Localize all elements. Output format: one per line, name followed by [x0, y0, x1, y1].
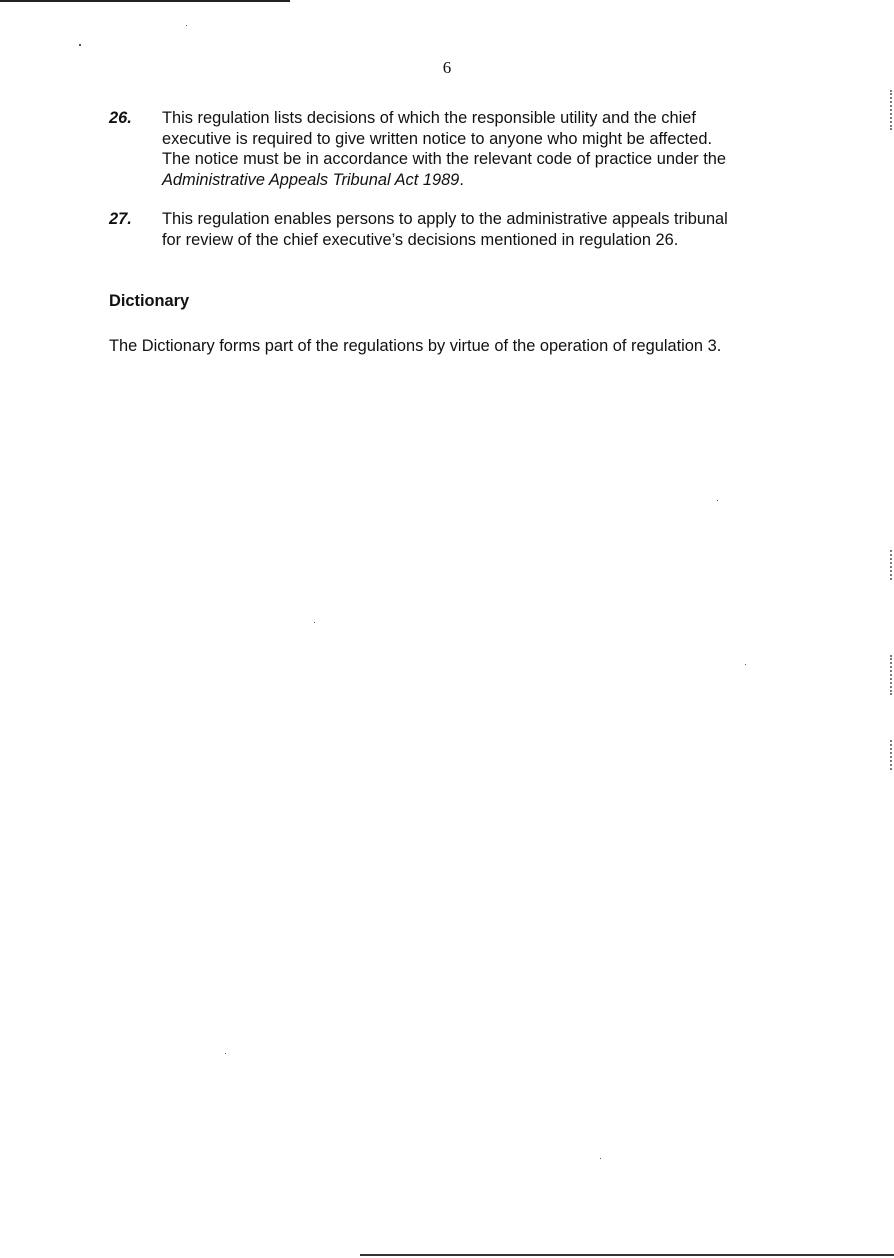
act-title-suffix: . — [459, 170, 464, 189]
dictionary-heading: Dictionary — [109, 292, 190, 310]
regulation-27 — [109, 209, 809, 250]
scan-edge-marks — [890, 550, 894, 580]
scan-edge-marks — [890, 740, 894, 770]
regulation-line: This regulation enables persons to apply to the administrative appeals tribunal — [162, 210, 728, 228]
regulation-line: executive is required to give written notice to anyone who might be affected. — [162, 129, 713, 148]
page-number: 6 — [442, 58, 452, 77]
scan-speck — [225, 1053, 226, 1054]
scan-edge-marks — [890, 655, 894, 695]
regulation-number: 26. — [109, 109, 132, 127]
scan-speck — [600, 1158, 601, 1159]
scan-edge-marks — [890, 90, 894, 130]
scan-edge-line-top — [0, 0, 290, 2]
scan-edge-line-bottom — [360, 1254, 894, 1256]
regulation-line: The notice must be in accordance with the relevant code of practice under the — [162, 150, 726, 168]
dictionary-paragraph: The Dictionary forms part of the regulations by virtue of the operation of regulation 3. — [109, 337, 722, 355]
act-title: Administrative Appeals Tribunal Act 1989 — [162, 170, 460, 189]
scan-speck — [186, 25, 187, 26]
regulation-line: This regulation lists decisions of which the responsible utility and the chief — [162, 109, 696, 127]
regulation-26 — [109, 108, 809, 190]
regulation-line — [162, 170, 802, 191]
scan-speck — [717, 500, 718, 501]
regulation-number: 27. — [109, 210, 132, 228]
regulation-line: for review of the chief executive’s decisions mentioned in regulation 26. — [162, 230, 679, 249]
regulation-text — [162, 209, 802, 250]
scan-speck — [79, 44, 81, 46]
regulation-text — [162, 108, 802, 190]
scan-speck — [314, 622, 315, 623]
scan-speck — [745, 664, 746, 665]
